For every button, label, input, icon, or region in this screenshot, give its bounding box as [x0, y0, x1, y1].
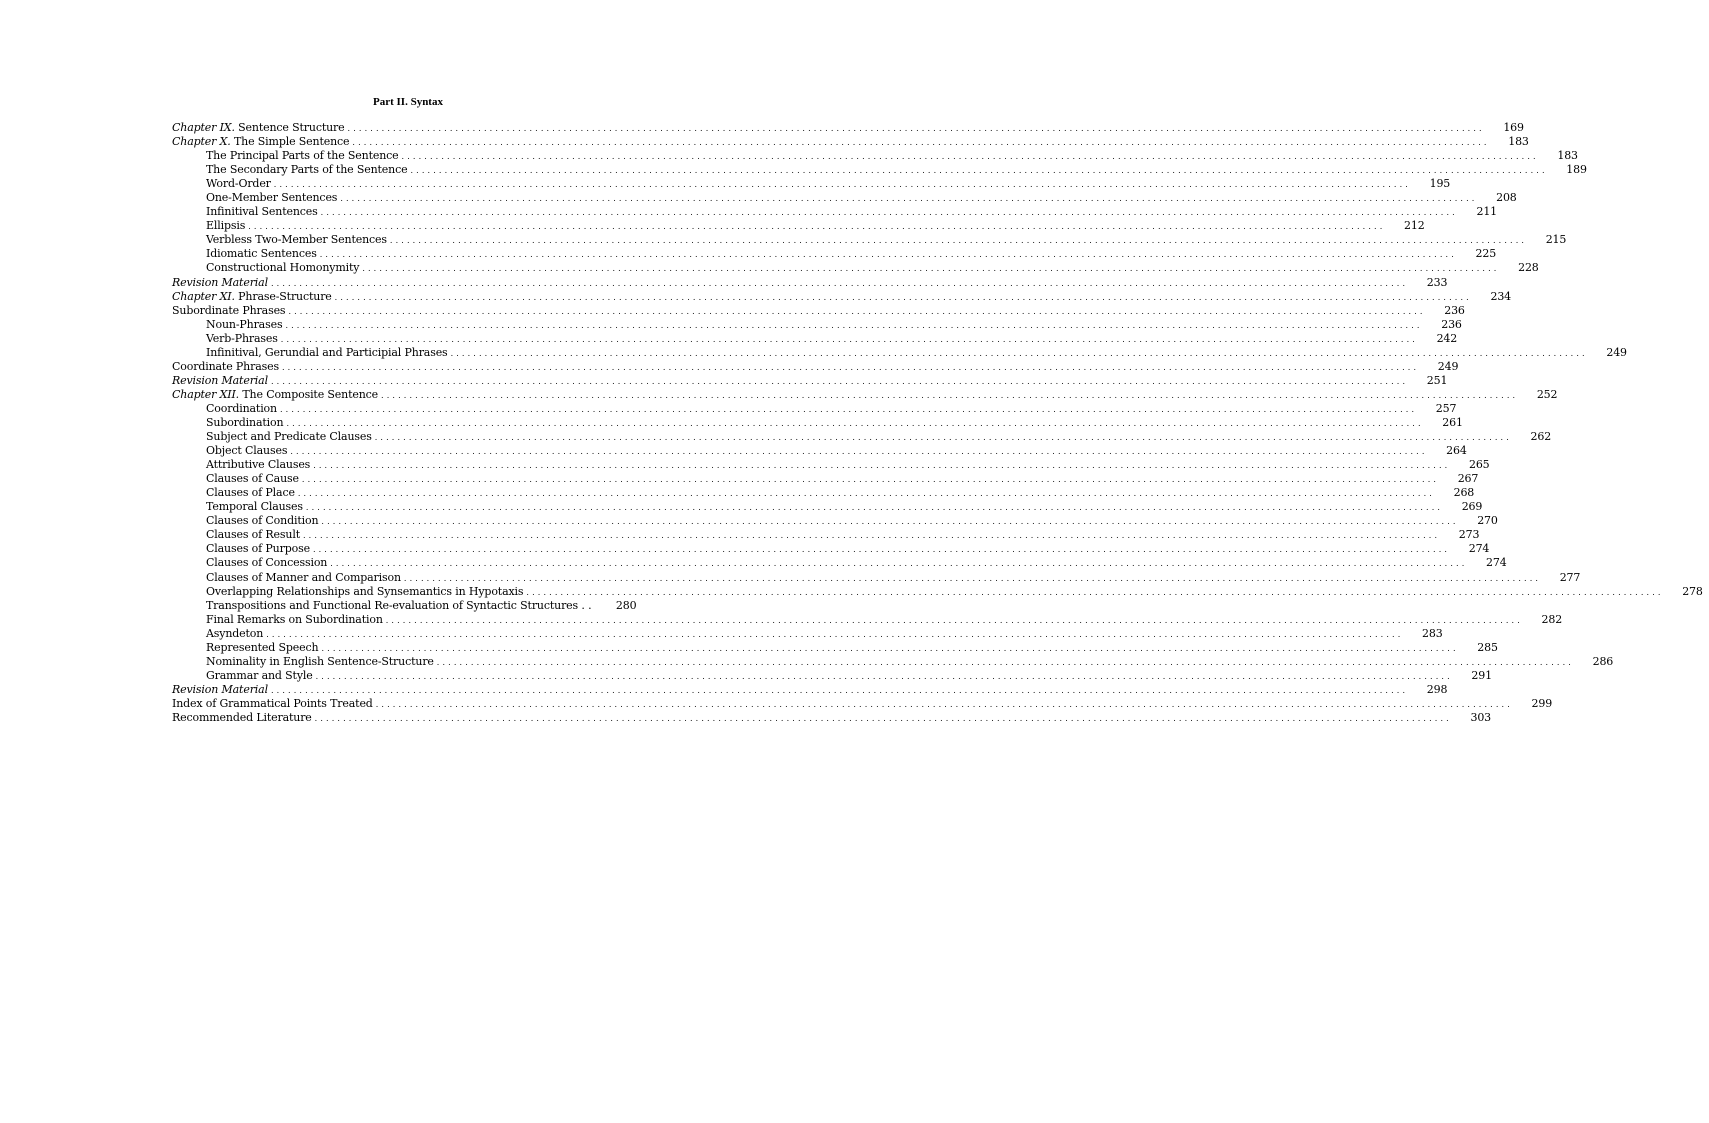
dot-leader: . . . . . . . . . . . . . . . . . . . . . . . . . . . . . . . . . . . . . . . . . . . . . . . . . . . . . . . . . . . . . . . . . . . . . . . . . . . . . . . . . . . . . . . . . . . . . . . . . . . . . . . . . . . . . . . . . . . . . . . . . . . . . . . . . . . . . . . . . . . . . . . . . . . . . . . . . . . . . . . . . . . . . . . . . . . . . . . . . . . . . . . . . . . . . . . . . . . . . . . . — [375, 699, 1511, 709]
dot-leader: . . . . . . . . . . . . . . . . . . . . . . . . . . . . . . . . . . . . . . . . . . . . . . . . . . . . . . . . . . . . . . . . . . . . . . . . . . . . . . . . . . . . . . . . . . . . . . . . . . . . . . . . . . . . . . . . . . . . . . . . . . . . . . . . . . . . . . . . . . . . . . . . . . . . . . . . . . . . . . . . . . . . . . . . . . . . . . . . . . . . . . . . . . . . . . . . . . . . . . . . — [301, 475, 1437, 485]
dot-leader: . . . . . . . . . . . . . . . . . . . . . . . . . . . . . . . . . . . . . . . . . . . . . . . . . . . . . . . . . . . . . . . . . . . . . . . . . . . . . . . . . . . . . . . . . . . . . . . . . . . . . . . . . . . . . . . . . . . . . . . . . . . . . . . . . . . . . . . . . . . . . . . . . . . . . . . . . . . . . . . . . . . . . . . . . . . . . . . . . . . . . . . . . . . . . . . . . . . . . . . . — [321, 517, 1456, 527]
toc-page-number: 278 — [1682, 584, 1703, 598]
toc-entry-text: Noun-Phrases — [206, 317, 283, 331]
toc-entry — [172, 359, 1459, 374]
toc-entry-text: Clauses of Place — [206, 486, 295, 500]
toc-entry-title — [172, 135, 349, 149]
dot-leader: . . . . . . . . . . . . . . . . . . . . . . . . . . . . . . . . . . . . . . . . . . . . . . . . . . . . . . . . . . . . . . . . . . . . . . . . . . . . . . . . . . . . . . . . . . . . . . . . . . . . . . . . . . . . . . . . . . . . . . . . . . . . . . . . . . . . . . . . . . . . . . . . . . . . . . . . . . . . . . . . . . . . . . . . . . . . . . . . . . . . . . . . . . . . . . . . . . . . . . . . — [401, 152, 1536, 162]
toc-entry — [172, 275, 1448, 290]
dot-leader: . . . . . . . . . . . . . . . . . . . . . . . . . . . . . . . . . . . . . . . . . . . . . . . . . . . . . . . . . . . . . . . . . . . . . . . . . . . . . . . . . . . . . . . . . . . . . . . . . . . . . . . . . . . . . . . . . . . . . . . . . . . . . . . . . . . . . . . . . . . . . . . . . . . . . . . . . . . . . . . . . . . . . . . . . . . . . . . . . . . . . . . . . . . . . . . . . . . . . . . . — [286, 418, 1421, 428]
toc-entry — [172, 177, 1451, 191]
toc-entry — [172, 668, 1492, 683]
dot-leader: . . . . . . . . . . . . . . . . . . . . . . . . . . . . . . . . . . . . . . . . . . . . . . . . . . . . . . . . . . . . . . . . . . . . . . . . . . . . . . . . . . . . . . . . . . . . . . . . . . . . . . . . . . . . . . . . . . . . . . . . . . . . . . . . . . . . . . . . . . . . . . . . . . . . . . . . . . . . . . . . . . . . . . . . . . . . . . . . . . . . . . . . . . . . . . . . . . . . . . . . — [285, 320, 1420, 330]
toc-entry — [172, 500, 1483, 514]
toc-entry-title — [172, 388, 378, 402]
toc-entry-title — [172, 290, 332, 304]
toc-entry-text: Object Clauses — [206, 444, 288, 458]
dot-leader: . . . . . . . . . . . . . . . . . . . . . . . . . . . . . . . . . . . . . . . . . . . . . . . . . . . . . . . . . . . . . . . . . . . . . . . . . . . . . . . . . . . . . . . . . . . . . . . . . . . . . . . . . . . . . . . . . . . . . . . . . . . . . . . . . . . . . . . . . . . . . . . . . . . . . . . . . . . . . . . . . . . . . . . . . . . . . . . . . . . . . . . . . . . . . . . . . . . . . . . . — [315, 671, 1450, 681]
dot-leader: . . . . . . . . . . . . . . . . . . . . . . . . . . . . . . . . . . . . . . . . . . . . . . . . . . . . . . . . . . . . . . . . . . . . . . . . . . . . . . . . . . . . . . . . . . . . . . . . . . . . . . . . . . . . . . . . . . . . . . . . . . . . . . . . . . . . . . . . . . . . . . . . . . . . . . . . . . . . . . . . . . . . . . . . . . . . . . . . . . . . . . . . . . . . . . . . . . . . . . . . — [319, 250, 1455, 260]
toc-page-number: 269 — [1461, 500, 1483, 514]
toc-entry-title — [172, 542, 310, 556]
dot-leader: . . . . . . . . . . . . . . . . . . . . . . . . . . . . . . . . . . . . . . . . . . . . . . . . . . . . . . . . . . . . . . . . . . . . . . . . . . . . . . . . . . . . . . . . . . . . . . . . . . . . . . . . . . . . . . . . . . . . . . . . . . . . . . . . . . . . . . . . . . . . . . . . . . . . . . . . . . . . . . . . . . . . . . . . . . . . . . . . . . . . . . . . . . . . . . . . . . . . . . . . — [270, 685, 1406, 695]
toc-page-number: 299 — [1531, 696, 1553, 710]
dot-leader: . . . . . . . . . . . . . . . . . . . . . . . . . . . . . . . . . . . . . . . . . . . . . . . . . . . . . . . . . . . . . . . . . . . . . . . . . . . . . . . . . . . . . . . . . . . . . . . . . . . . . . . . . . . . . . . . . . . . . . . . . . . . . . . . . . . . . . . . . . . . . . . . . . . . . . . . . . . . . . . . . . . . . . . . . . . . . . . . . . . . . . . . . . . . . . . . . . . . . . . . — [340, 194, 1475, 204]
toc-entry — [172, 612, 1563, 627]
toc-entry-title — [172, 683, 268, 697]
toc-entry — [172, 345, 1627, 360]
dot-leader: . . . . . . . . . . . . . . . . . . . . . . . . . . . . . . . . . . . . . . . . . . . . . . . . . . . . . . . . . . . . . . . . . . . . . . . . . . . . . . . . . . . . . . . . . . . . . . . . . . . . . . . . . . . . . . . . . . . . . . . . . . . . . . . . . . . . . . . . . . . . . . . . . . . . . . . . . . . . . . . . . . . . . . . . . . . . . . . . . . . . . . . . . . . . . . . . . . . . . . . . — [362, 264, 1497, 274]
toc-entry-text: Index of Grammatical Points Treated — [172, 696, 373, 710]
toc-entry — [172, 205, 1498, 219]
dot-leader: . . . . . . . . . . . . . . . . . . . . . . . . . . . . . . . . . . . . . . . . . . . . . . . . . . . . . . . . . . . . . . . . . . . . . . . . . . . . . . . . . . . . . . . . . . . . . . . . . . . . . . . . . . . . . . . . . . . . . . . . . . . . . . . . . . . . . . . . . . . . . . . . . . . . . . . . . . . . . . . . . . . . . . . . . . . . . . . . . . . . . . . . . . . . . . . . . . . . . . . . — [403, 573, 1539, 583]
toc-entry — [172, 444, 1467, 458]
toc-entry-text: Attributive Clauses — [206, 458, 311, 472]
toc-entry — [172, 163, 1587, 177]
toc-page-number: 298 — [1426, 682, 1448, 696]
toc-entry — [172, 528, 1480, 542]
toc-entry — [172, 135, 1529, 149]
toc-page-number: 228 — [1518, 261, 1539, 275]
toc-entry-title — [172, 332, 278, 346]
toc-entry-title — [172, 346, 448, 360]
dot-leader: . . . . . . . . . . . . . . . . . . . . . . . . . . . . . . . . . . . . . . . . . . . . . . . . . . . . . . . . . . . . . . . . . . . . . . . . . . . . . . . . . . . . . . . . . . . . . . . . . . . . . . . . . . . . . . . . . . . . . . . . . . . . . . . . . . . . . . . . . . . . . . . . . . . . . . . . . . . . . . . . . . . . . . . . . . . . . . . . . . . . . . . . . . . . . . . . . . . . . . . . — [330, 559, 1465, 569]
toc-page-number: 195 — [1429, 177, 1451, 191]
toc-entry-text: The Composite Sentence — [239, 387, 379, 401]
dot-leader: . . . . . . . . . . . . . . . . . . . . . . . . . . . . . . . . . . . . . . . . . . . . . . . . . . . . . . . . . . . . . . . . . . . . . . . . . . . . . . . . . . . . . . . . . . . . . . . . . . . . . . . . . . . . . . . . . . . . . . . . . . . . . . . . . . . . . . . . . . . . . . . . . . . . . . . . . . . . . . . . . . . . . . . . . . . . . . . . . . . . . . . . . . . . . . . . . . . . . . . . — [347, 124, 1482, 133]
toc-entry-title — [172, 655, 434, 669]
toc-page-number: 303 — [1470, 710, 1492, 724]
toc-page-number: 291 — [1471, 668, 1492, 682]
toc-entry — [172, 570, 1581, 585]
toc-entry — [172, 317, 1462, 332]
dot-leader: . . . . . . . . . . . . . . . . . . . . . . . . . . . . . . . . . . . . . . . . . . . . . . . . . . . . . . . . . . . . . . . . . . . . . . . . . . . . . . . . . . . . . . . . . . . . . . . . . . . . . . . . . . . . . . . . . . . . . . . . . . . . . . . . . . . . . . . . . . . . . . . . . . . . . . . . . . . . . . . . . . . . . . . . . . . . . . . . . . . . . . . . . . . . . . . . . . . . . . . . — [526, 587, 1661, 597]
toc-entry — [172, 598, 637, 613]
dot-leader: . . . . . . . . . . . . . . . . . . . . . . . . . . . . . . . . . . . . . . . . . . . . . . . . . . . . . . . . . . . . . . . . . . . . . . . . . . . . . . . . . . . . . . . . . . . . . . . . . . . . . . . . . . . . . . . . . . . . . . . . . . . . . . . . . . . . . . . . . . . . . . . . . . . . . . . . . . . . . . . . . . . . . . . . . . . . . . . . . . . . . . . . . . . . . . . . . . . . . . . . — [385, 615, 1521, 625]
dot-leader: . . . . . . . . . . . . . . . . . . . . . . . . . . . . . . . . . . . . . . . . . . . . . . . . . . . . . . . . . . . . . . . . . . . . . . . . . . . . . . . . . . . . . . . . . . . . . . . . . . . . . . . . . . . . . . . . . . . . . . . . . . . . . . . . . . . . . . . . . . . . . . . . . . . . . . . . . . . . . . . . . . . . . . . . . . . . . . . . . . . . . . . . . . . . . . . . . . . . . . . . — [450, 348, 1585, 358]
toc-entry-title — [172, 402, 277, 416]
toc-entry-text: Verb-Phrases — [206, 331, 278, 345]
toc-page-number: 262 — [1530, 430, 1552, 444]
toc-entry-title — [172, 149, 399, 163]
toc-page-number: 233 — [1426, 275, 1448, 289]
dot-leader: . . . . . . . . . . . . . . . . . . . . . . . . . . . . . . . . . . . . . . . . . . . . . . . . . . . . . . . . . . . . . . . . . . . . . . . . . . . . . . . . . . . . . . . . . . . . . . . . . . . . . . . . . . . . . . . . . . . . . . . . . . . . . . . . . . . . . . . . . . . . . . . . . . . . . . . . . . . . . . . . . . . . . . . . . . . . . . . . . . . . . . . . . . . . . . . . . . . . . . . . — [270, 278, 1406, 288]
toc-entry — [172, 472, 1479, 486]
toc-entry-text: Asyndeton — [206, 626, 264, 640]
toc-page-number: 212 — [1404, 219, 1425, 233]
toc-entry — [172, 654, 1614, 669]
toc-page-number: 183 — [1557, 149, 1578, 163]
toc-entry-italic-label: Chapter X. — [172, 135, 231, 149]
toc-entry-title — [172, 711, 312, 725]
dot-leader: . . . . . . . . . . . . . . . . . . . . . . . . . . . . . . . . . . . . . . . . . . . . . . . . . . . . . . . . . . . . . . . . . . . . . . . . . . . . . . . . . . . . . . . . . . . . . . . . . . . . . . . . . . . . . . . . . . . . . . . . . . . . . . . . . . . . . . . . . . . . . . . . . . . . . . . . . . . . . . . . . . . . . . . . . . . . . . . . . . . . . . . . . . . . . . . . . . . . . . . . — [320, 208, 1456, 218]
toc-entry-text: Represented Speech — [206, 640, 319, 654]
toc-page-number: 242 — [1436, 331, 1458, 345]
toc-entry — [172, 415, 1463, 430]
toc-page-number: 208 — [1496, 191, 1517, 205]
toc-entry-text: Word-Order — [206, 177, 271, 191]
toc-page-number: 282 — [1541, 612, 1563, 626]
dot-leader: . . . . . . . . . . . . . . . . . . . . . . . . . . . . . . . . . . . . . . . . . . . . . . . . . . . . . . . . . . . . . . . . . . . . . . . . . . . . . . . . . . . . . . . . . . . . . . . . . . . . . . . . . . . . . . . . . . . . . . . . . . . . . . . . . . . . . . . . . . . . . . . . . . . . . . . . . . . . . . . . . . . . . . . . . . . . . . . . . . . . . . . . . . . . . . . . . . . . . . . . — [281, 362, 1417, 372]
toc-entry-text: Constructional Homonymity — [206, 261, 360, 275]
dot-leader: . . . . . . . . . . . . . . . . . . . . . . . . . . . . . . . . . . . . . . . . . . . . . . . . . . . . . . . . . . . . . . . . . . . . . . . . . . . . . . . . . . . . . . . . . . . . . . . . . . . . . . . . . . . . . . . . . . . . . . . . . . . . . . . . . . . . . . . . . . . . . . . . . . . . . . . . . . . . . . . . . . . . . . . . . . . . . . . . . . . . . . . . . . . . . . . . . . . . . . . . — [321, 643, 1456, 653]
toc-entry — [172, 331, 1458, 346]
toc-entry-title — [172, 500, 303, 514]
dot-leader: . . . . . . . . . . . . . . . . . . . . . . . . . . . . . . . . . . . . . . . . . . . . . . . . . . . . . . . . . . . . . . . . . . . . . . . . . . . . . . . . . . . . . . . . . . . . . . . . . . . . . . . . . . . . . . . . . . . . . . . . . . . . . . . . . . . . . . . . . . . . . . . . . . . . . . . . . . . . . . . . . . . . . . . . . . . . . . . . . . . . . . . . . . . . . . . . . . . . . . . . — [305, 503, 1441, 513]
toc-entry-text: Grammar and Style — [206, 668, 313, 682]
toc-entry-title — [172, 444, 287, 458]
toc-entry-title — [172, 669, 313, 683]
toc-entry — [172, 710, 1492, 725]
toc-entry — [172, 261, 1539, 275]
toc-entry — [172, 430, 1552, 444]
toc-entry-text: Clauses of Concession — [206, 556, 328, 570]
toc-entry-title — [172, 121, 345, 135]
toc-entry-title — [172, 318, 282, 332]
toc-entry-title — [172, 599, 591, 613]
toc-entry — [172, 191, 1517, 205]
toc-entry-title — [172, 177, 271, 191]
toc-entry-text: Final Remarks on Subordination — [206, 612, 383, 626]
toc-entry-title — [172, 641, 318, 655]
dot-leader: . . . . . . . . . . . . . . . . . . . . . . . . . . . . . . . . . . . . . . . . . . . . . . . . . . . . . . . . . . . . . . . . . . . . . . . . . . . . . . . . . . . . . . . . . . . . . . . . . . . . . . . . . . . . . . . . . . . . . . . . . . . . . . . . . . . . . . . . . . . . . . . . . . . . . . . . . . . . . . . . . . . . . . . . . . . . . . . . . . . . . . . . . . . . . . . . . . . . . . . . — [270, 376, 1406, 386]
toc-entry — [172, 682, 1448, 697]
toc-entry — [172, 121, 1524, 135]
toc-page-number: 234 — [1490, 289, 1512, 303]
toc-page-number: 249 — [1606, 345, 1627, 359]
toc-entry-text: Phrase-Structure — [234, 289, 332, 303]
table-of-contents — [172, 121, 1703, 725]
toc-entry-text: Nominality in English Sentence-Structure — [206, 654, 434, 668]
toc-entry-text: One-Member Sentences — [206, 191, 338, 205]
dot-leader: . . . . . . . . . . . . . . . . . . . . . . . . . . . . . . . . . . . . . . . . . . . . . . . . . . . . . . . . . . . . . . . . . . . . . . . . . . . . . . . . . . . . . . . . . . . . . . . . . . . . . . . . . . . . . . . . . . . . . . . . . . . . . . . . . . . . . . . . . . . . . . . . . . . . . . . . . . . . . . . . . . . . . . . . . . . . . . . . . . . . . . . . . . . . . . . . . . . . . . . . — [290, 447, 1425, 457]
dot-leader: . . . . . . . . . . . . . . . . . . . . . . . . . . . . . . . . . . . . . . . . . . . . . . . . . . . . . . . . . . . . . . . . . . . . . . . . . . . . . . . . . . . . . . . . . . . . . . . . . . . . . . . . . . . . . . . . . . . . . . . . . . . . . . . . . . . . . . . . . . . . . . . . . . . . . . . . . . . . . . . . . . . . . . . . . . . . . . . . . . . . . . . . . . . . . . . . . . . . . . . . — [280, 334, 1416, 344]
toc-entry-text: Recommended Literature — [172, 710, 312, 724]
toc-page-number: 268 — [1453, 486, 1475, 500]
toc-page-number: 236 — [1444, 303, 1465, 317]
toc-page-number: 277 — [1559, 570, 1581, 584]
toc-entry-title — [172, 374, 268, 388]
toc-page-number: 274 — [1468, 542, 1490, 556]
toc-entry — [172, 233, 1567, 247]
toc-entry — [172, 640, 1498, 655]
toc-page-number: 189 — [1566, 163, 1587, 177]
toc-entry-italic-label: Chapter XII. — [172, 387, 240, 401]
toc-entry — [172, 289, 1512, 304]
toc-entry-text: Sentence Structure — [234, 121, 345, 134]
dot-leader: . . . . . . . . . . . . . . . . . . . . . . . . . . . . . . . . . . . . . . . . . . . . . . . . . . . . . . . . . . . . . . . . . . . . . . . . . . . . . . . . . . . . . . . . . . . . . . . . . . . . . . . . . . . . . . . . . . . . . . . . . . . . . . . . . . . . . . . . . . . . . . . . . . . . . . . . . . . . . . . . . . . . . . . . . . . . . . . . . . . . . . . . . . . . . . . . . . . . . . . . — [313, 461, 1448, 471]
toc-page-number: 252 — [1536, 387, 1558, 401]
toc-page-number: 283 — [1422, 626, 1443, 640]
toc-page-number: 274 — [1486, 556, 1507, 570]
toc-entry-title — [172, 556, 327, 570]
page-title: Part II. Syntax — [373, 96, 443, 108]
toc-entry-title — [172, 233, 387, 247]
toc-entry-text: The Principal Parts of the Sentence — [206, 149, 399, 163]
toc-page-number: 183 — [1508, 135, 1529, 149]
toc-page-number: 261 — [1442, 415, 1463, 429]
toc-entry — [172, 458, 1490, 472]
toc-page-number: 267 — [1457, 472, 1479, 486]
toc-entry-text: Idiomatic Sentences — [206, 247, 317, 261]
dot-leader: . . . . . . . . . . . . . . . . . . . . . . . . . . . . . . . . . . . . . . . . . . . . . . . . . . . . . . . . . . . . . . . . . . . . . . . . . . . . . . . . . . . . . . . . . . . . . . . . . . . . . . . . . . . . . . . . . . . . . . . . . . . . . . . . . . . . . . . . . . . . . . . . . . . . . . . . . . . . . . . . . . . . . . . . . . . . . . . . . . . . . . . . . . . . . . . . . . . . . . . . — [273, 180, 1409, 190]
dot-leader: . . . . . . . . . . . . . . . . . . . . . . . . . . . . . . . . . . . . . . . . . . . . . . . . . . . . . . . . . . . . . . . . . . . . . . . . . . . . . . . . . . . . . . . . . . . . . . . . . . . . . . . . . . . . . . . . . . . . . . . . . . . . . . . . . . . . . . . . . . . . . . . . . . . . . . . . . . . . . . . . . . . . . . . . . . . . . . . . . . . . . . . . . . . . . . . . . . . . . . . . — [266, 629, 1401, 639]
toc-page-number: 225 — [1475, 247, 1497, 261]
toc-entry — [172, 247, 1497, 261]
toc-entry-italic-label: Revision Material — [172, 682, 268, 696]
toc-entry-text: Ellipsis — [206, 219, 246, 233]
toc-entry-text: Transpositions and Functional Re-evaluation of Syntactic Structures . . — [206, 598, 592, 612]
toc-page-number: 215 — [1545, 233, 1567, 247]
toc-page-number: 211 — [1476, 205, 1498, 219]
toc-entry-text: Overlapping Relationships and Synsemantics in Hypotaxis — [206, 584, 524, 598]
dot-leader: . . . . . . . . . . . . . . . . . . . . . . . . . . . . . . . . . . . . . . . . . . . . . . . . . . . . . . . . . . . . . . . . . . . . . . . . . . . . . . . . . . . . . . . . . . . . . . . . . . . . . . . . . . . . . . . . . . . . . . . . . . . . . . . . . . . . . . . . . . . . . . . . . . . . . . . . . . . . . . . . . . . . . . . . . . . . . . . . . . . . . . . . . . . . . . . . . . . . . . . . — [334, 292, 1470, 302]
toc-entry-italic-label: Chapter IX. — [172, 121, 235, 134]
dot-leader: . . . . . . . . . . . . . . . . . . . . . . . . . . . . . . . . . . . . . . . . . . . . . . . . . . . . . . . . . . . . . . . . . . . . . . . . . . . . . . . . . . . . . . . . . . . . . . . . . . . . . . . . . . . . . . . . . . . . . . . . . . . . . . . . . . . . . . . . . . . . . . . . . . . . . . . . . . . . . . . . . . . . . . . . . . . . . . . . . . . . . . . . . . . . . . . . . . . . . . . . — [248, 222, 1383, 232]
toc-entry-title — [172, 585, 523, 599]
toc-page-number: 270 — [1477, 514, 1498, 528]
toc-entry — [172, 696, 1553, 711]
toc-entry-italic-label: Revision Material — [172, 275, 268, 289]
toc-page-number: 286 — [1592, 654, 1614, 668]
dot-leader: . . . . . . . . . . . . . . . . . . . . . . . . . . . . . . . . . . . . . . . . . . . . . . . . . . . . . . . . . . . . . . . . . . . . . . . . . . . . . . . . . . . . . . . . . . . . . . . . . . . . . . . . . . . . . . . . . . . . . . . . . . . . . . . . . . . . . . . . . . . . . . . . . . . . . . . . . . . . . . . . . . . . . . . . . . . . . . . . . . . . . . . . . . . . . . . . . . . . . . . . — [436, 657, 1572, 667]
toc-page-number: 257 — [1435, 401, 1457, 415]
dot-leader: . . . . . . . . . . . . . . . . . . . . . . . . . . . . . . . . . . . . . . . . . . . . . . . . . . . . . . . . . . . . . . . . . . . . . . . . . . . . . . . . . . . . . . . . . . . . . . . . . . . . . . . . . . . . . . . . . . . . . . . . . . . . . . . . . . . . . . . . . . . . . . . . . . . . . . . . . . . . . . . . . . . . . . . . . . . . . . . . . . . . . . . . . . . . . . . . . . . . . . . . — [314, 713, 1450, 723]
toc-entry-text: Coordination — [206, 401, 277, 415]
toc-entry-italic-label: Revision Material — [172, 373, 268, 387]
toc-entry-title — [172, 360, 279, 374]
toc-entry-text: Verbless Two-Member Sentences — [206, 233, 387, 247]
toc-entry-title — [172, 261, 359, 275]
toc-entry-title — [172, 205, 318, 219]
toc-page-number: 280 — [615, 598, 637, 612]
toc-entry-text: Clauses of Condition — [206, 514, 319, 528]
toc-entry-text: Subordinate Phrases — [172, 303, 286, 317]
toc-entry-text: Clauses of Purpose — [206, 542, 310, 556]
toc-entry — [172, 303, 1465, 318]
toc-entry-text: Clauses of Cause — [206, 472, 299, 486]
toc-entry-title — [172, 304, 285, 318]
toc-entry-text: Subordination — [206, 415, 284, 429]
toc-entry-text: Infinitival Sentences — [206, 205, 318, 219]
toc-page-number: 249 — [1437, 359, 1459, 373]
toc-entry — [172, 486, 1475, 500]
toc-entry-text: Clauses of Manner and Comparison — [206, 570, 401, 584]
toc-entry-text: The Simple Sentence — [230, 135, 350, 149]
toc-entry-title — [172, 163, 407, 177]
toc-page-number: 169 — [1503, 121, 1524, 134]
toc-entry-title — [172, 528, 300, 542]
toc-entry-text: Subject and Predicate Clauses — [206, 430, 372, 444]
dot-leader: . . . . . . . . . . . . . . . . . . . . . . . . . . . . . . . . . . . . . . . . . . . . . . . . . . . . . . . . . . . . . . . . . . . . . . . . . . . . . . . . . . . . . . . . . . . . . . . . . . . . . . . . . . . . . . . . . . . . . . . . . . . . . . . . . . . . . . . . . . . . . . . . . . . . . . . . . . . . . . . . . . . . . . . . . . . . . . . . . . . . . . . . . . . . . . . . . . . . . . . . — [410, 166, 1545, 176]
toc-entry-title — [172, 486, 295, 500]
toc-entry-title — [172, 219, 245, 233]
dot-leader: . . . . . . . . . . . . . . . . . . . . . . . . . . . . . . . . . . . . . . . . . . . . . . . . . . . . . . . . . . . . . . . . . . . . . . . . . . . . . . . . . . . . . . . . . . . . . . . . . . . . . . . . . . . . . . . . . . . . . . . . . . . . . . . . . . . . . . . . . . . . . . . . . . . . . . . . . . . . . . . . . . . . . . . . . . . . . . . . . . . . . . . . . . . . . . . . . . . . . . . . — [288, 306, 1423, 316]
toc-entry-title — [172, 514, 318, 528]
dot-leader: . . . . . . . . . . . . . . . . . . . . . . . . . . . . . . . . . . . . . . . . . . . . . . . . . . . . . . . . . . . . . . . . . . . . . . . . . . . . . . . . . . . . . . . . . . . . . . . . . . . . . . . . . . . . . . . . . . . . . . . . . . . . . . . . . . . . . . . . . . . . . . . . . . . . . . . . . . . . . . . . . . . . . . . . . . . . . . . . . . . . . . . . . . . . . . . . . . . . . . . . — [312, 545, 1448, 555]
dot-leader: . . . . . . . . . . . . . . . . . . . . . . . . . . . . . . . . . . . . . . . . . . . . . . . . . . . . . . . . . . . . . . . . . . . . . . . . . . . . . . . . . . . . . . . . . . . . . . . . . . . . . . . . . . . . . . . . . . . . . . . . . . . . . . . . . . . . . . . . . . . . . . . . . . . . . . . . . . . . . . . . . . . . . . . . . . . . . . . . . . . . . . . . . . . . . . . . . . . . . . . . — [352, 138, 1487, 148]
toc-page-number: 285 — [1477, 640, 1498, 654]
toc-entry-title — [172, 430, 372, 444]
toc-entry-text: Infinitival, Gerundial and Participial Phrases — [206, 345, 448, 359]
toc-page-number: 273 — [1458, 528, 1480, 542]
toc-entry-text: Coordinate Phrases — [172, 359, 279, 373]
toc-page-number: 265 — [1468, 458, 1490, 472]
toc-entry-title — [172, 571, 401, 585]
toc-entry — [172, 514, 1498, 528]
toc-page-number: 264 — [1446, 444, 1467, 458]
toc-entry — [172, 149, 1578, 163]
dot-leader: . . . . . . . . . . . . . . . . . . . . . . . . . . . . . . . . . . . . . . . . . . . . . . . . . . . . . . . . . . . . . . . . . . . . . . . . . . . . . . . . . . . . . . . . . . . . . . . . . . . . . . . . . . . . . . . . . . . . . . . . . . . . . . . . . . . . . . . . . . . . . . . . . . . . . . . . . . . . . . . . . . . . . . . . . . . . . . . . . . . . . . . . . . . . . . . . . . . . . . . . — [389, 236, 1525, 246]
dot-leader: . . . . . . . . . . . . . . . . . . . . . . . . . . . . . . . . . . . . . . . . . . . . . . . . . . . . . . . . . . . . . . . . . . . . . . . . . . . . . . . . . . . . . . . . . . . . . . . . . . . . . . . . . . . . . . . . . . . . . . . . . . . . . . . . . . . . . . . . . . . . . . . . . . . . . . . . . . . . . . . . . . . . . . . . . . . . . . . . . . . . . . . . . . . . . . . . . . . . . . . . — [297, 489, 1433, 499]
toc-entry-text: Clauses of Result — [206, 528, 300, 542]
toc-entry-title — [172, 416, 283, 430]
toc-entry-title — [172, 472, 299, 486]
toc-entry-title — [172, 613, 383, 627]
toc-entry — [172, 556, 1507, 570]
toc-entry — [172, 219, 1425, 233]
toc-entry-title — [172, 627, 263, 641]
dot-leader: . . . . . . . . . . . . . . . . . . . . . . . . . . . . . . . . . . . . . . . . . . . . . . . . . . . . . . . . . . . . . . . . . . . . . . . . . . . . . . . . . . . . . . . . . . . . . . . . . . . . . . . . . . . . . . . . . . . . . . . . . . . . . . . . . . . . . . . . . . . . . . . . . . . . . . . . . . . . . . . . . . . . . . . . . . . . . . . . . . . . . . . . . . . . . . . . . . . . . . . . — [279, 404, 1415, 414]
toc-entry-title — [172, 697, 373, 711]
dot-leader: . . . . . . . . . . . . . . . . . . . . . . . . . . . . . . . . . . . . . . . . . . . . . . . . . . . . . . . . . . . . . . . . . . . . . . . . . . . . . . . . . . . . . . . . . . . . . . . . . . . . . . . . . . . . . . . . . . . . . . . . . . . . . . . . . . . . . . . . . . . . . . . . . . . . . . . . . . . . . . . . . . . . . . . . . . . . . . . . . . . . . . . . . . . . . . . . . . . . . . . . — [302, 531, 1438, 541]
dot-leader: . . . . . . . . . . . . . . . . . . . . . . . . . . . . . . . . . . . . . . . . . . . . . . . . . . . . . . . . . . . . . . . . . . . . . . . . . . . . . . . . . . . . . . . . . . . . . . . . . . . . . . . . . . . . . . . . . . . . . . . . . . . . . . . . . . . . . . . . . . . . . . . . . . . . . . . . . . . . . . . . . . . . . . . . . . . . . . . . . . . . . . . . . . . . . . . . . . . . . . . . — [381, 390, 1516, 400]
toc-entry — [172, 373, 1448, 388]
toc-entry-text: The Secondary Parts of the Sentence — [206, 163, 408, 177]
toc-entry — [172, 387, 1558, 402]
toc-entry — [172, 542, 1490, 556]
toc-entry — [172, 626, 1443, 641]
toc-entry-title — [172, 276, 268, 290]
toc-entry — [172, 584, 1703, 599]
toc-page-number: 251 — [1426, 373, 1448, 387]
toc-entry — [172, 401, 1457, 416]
toc-entry-text: Temporal Clauses — [206, 500, 303, 514]
toc-entry-title — [172, 191, 337, 205]
toc-entry-italic-label: Chapter XI. — [172, 289, 235, 303]
toc-entry-title — [172, 247, 317, 261]
dot-leader: . . . . . . . . . . . . . . . . . . . . . . . . . . . . . . . . . . . . . . . . . . . . . . . . . . . . . . . . . . . . . . . . . . . . . . . . . . . . . . . . . . . . . . . . . . . . . . . . . . . . . . . . . . . . . . . . . . . . . . . . . . . . . . . . . . . . . . . . . . . . . . . . . . . . . . . . . . . . . . . . . . . . . . . . . . . . . . . . . . . . . . . . . . . . . . . . . . . . . . . . — [374, 433, 1510, 443]
toc-page-number: 236 — [1441, 317, 1462, 331]
toc-entry-title — [172, 458, 310, 472]
